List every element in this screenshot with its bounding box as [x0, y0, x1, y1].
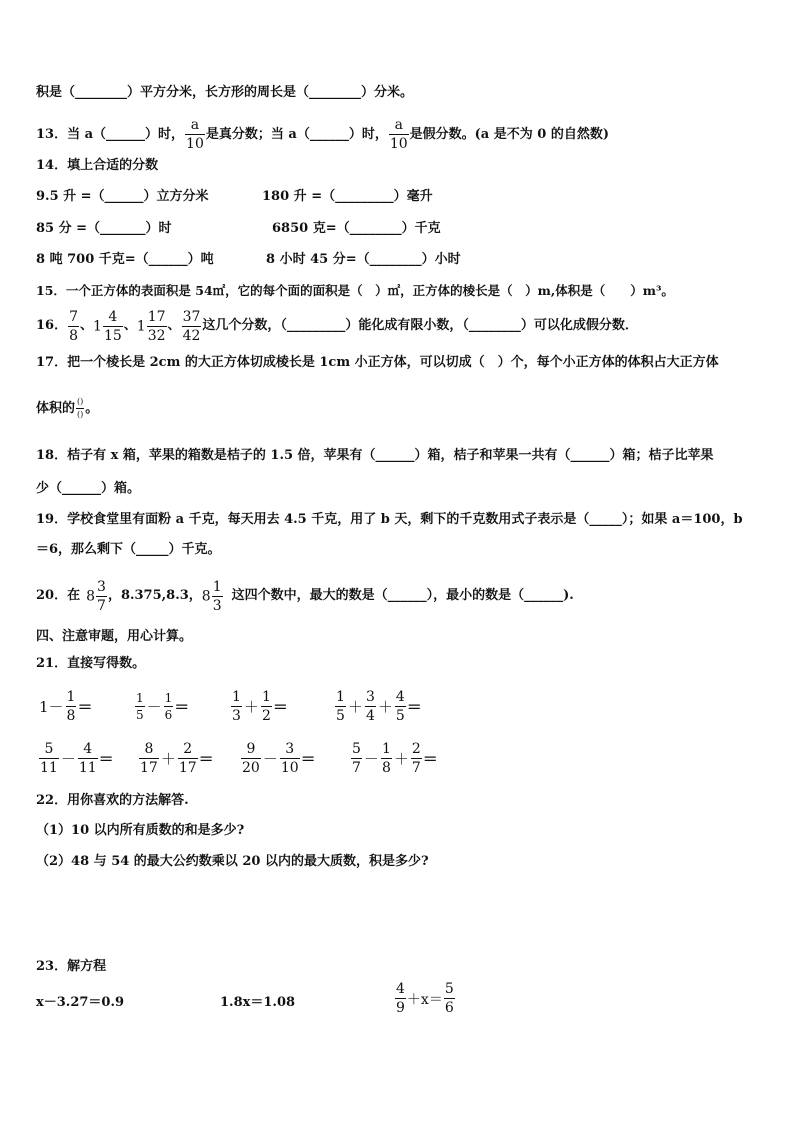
- q14-r1-a: 9.5 升 =（______）立方分米: [36, 189, 209, 204]
- q14-r3-b: 8 小时 45 分=（________）小时: [266, 252, 461, 267]
- q16-frac-3: 1 $\frac{17}{32}$: [136, 308, 166, 344]
- q20-text-c: 这四个数中，最大的数是（______），最小的数是（______).: [231, 588, 574, 603]
- calc-2-3: $\frac{9}{20}$ － $\frac{3}{10}$ ＝: [242, 741, 316, 776]
- q19-line1: 19．学校食堂里有面粉 a 千克，每天用去 4.5 千克，用了 b 天，剩下的千克数用式子表示是（_____）；如果 a＝100，b: [36, 512, 743, 527]
- q22-part-1: （1）10 以内所有质数的和是多少?: [36, 823, 245, 838]
- q19-line2: ＝6，那么剩下（_____）千克。: [36, 542, 221, 557]
- q14-title: 14．填上合适的分数: [36, 158, 159, 173]
- q13-text-c: 是假分数。(a 是不为 0 的自然数): [409, 127, 610, 142]
- q16-text: 这几个分数，（_________）能化成有限小数，（________）可以化成假分数．: [202, 318, 638, 333]
- q15: 15．一个正方体的表面积是 54㎡，它的每个面的面积是（ ）㎡，正方体的棱长是（ ）m,体积是（ ）m³。: [36, 283, 674, 298]
- q17-line1: 17．把一个棱长是 2cm 的大正方体切成棱长是 1cm 小正方体，可以切成（ ）个，每个小正方体的体积占大正方体: [36, 355, 719, 370]
- calc-1-2: $\frac{1}{5}$ － $\frac{1}{6}$ ＝: [136, 691, 190, 722]
- q16-number: 16．: [36, 318, 68, 333]
- fraction-blank: $\frac{()}{()}$: [77, 397, 84, 419]
- q21-title: 21．直接写得数。: [36, 656, 146, 671]
- q16-frac-1: $\frac{7}{8}$: [69, 308, 79, 344]
- equation-1: x－3.27＝0.9: [36, 995, 125, 1010]
- q20-text-b: ，8.375,8.3，: [107, 588, 202, 603]
- calc-1-1: 1－ $\frac{1}{8}$ ＝: [39, 689, 93, 724]
- q17-line2: [36, 398, 98, 419]
- q12-continuation: 积是（________）平方分米，长方形的周长是（________）分米。: [36, 85, 414, 100]
- fraction-a-over-10-2: $\frac{a}{10}$: [389, 117, 408, 152]
- calc-2-2: $\frac{8}{17}$ ＋ $\frac{2}{17}$ ＝: [140, 741, 214, 776]
- calc-2-1: $\frac{5}{11}$ － $\frac{4}{11}$ ＝: [40, 741, 114, 776]
- equation-2: 1.8x＝1.08: [220, 995, 296, 1010]
- q18-line2: 少（______）箱。: [36, 481, 141, 496]
- sep: 、: [80, 318, 94, 333]
- q17-text-b: 体积的: [36, 400, 76, 416]
- q16-frac-4: $\frac{37}{42}$: [182, 308, 201, 344]
- q16: [36, 306, 638, 346]
- equation-3: $\frac{4}{9}$ ＋x＝ $\frac{5}{6}$: [396, 981, 454, 1016]
- sep: 、: [167, 318, 181, 333]
- q13-text-a: 13．当 a（______）时，: [36, 127, 185, 142]
- q13-text-b: 是真分数；当 a（______）时，: [205, 127, 388, 142]
- calc-1-4: $\frac{1}{5}$ ＋ $\frac{3}{4}$ ＋ $\frac{4}{5}$ ＝: [336, 689, 422, 724]
- q22-part-2: （2）48 与 54 的最大公约数乘以 20 以内的最大质数，积是多少?: [36, 854, 429, 869]
- q16-frac-2: 1 $\frac{4}{15}$: [93, 308, 122, 344]
- q14-r2-a: 85 分 =（_______）时: [36, 221, 172, 236]
- q14-r3-a: 8 吨 700 千克=（______）吨: [36, 252, 214, 267]
- q14-r1-b: 180 升 =（_________）毫升: [262, 189, 433, 204]
- q23-title: 23．解方程: [36, 959, 107, 974]
- q20-mixed-2: 8 $\frac{1}{3}$: [201, 578, 222, 614]
- q13: [36, 118, 609, 151]
- q20: [36, 574, 574, 618]
- section-4-title: 四、注意审题，用心计算。: [36, 629, 193, 644]
- q18-line1: 18．桔子有 x 箱，苹果的箱数是桔子的 1.5 倍，苹果有（______）箱，桔子和苹果一共有（______）箱；桔子比苹果: [36, 448, 714, 463]
- q14-r2-b: 6850 克=（________）千克: [272, 221, 441, 236]
- fraction-a-over-10: $\frac{a}{10}$: [186, 117, 204, 152]
- q20-text-a: 20．在: [36, 588, 81, 603]
- q20-mixed-1: 8 $\frac{3}{7}$: [86, 578, 106, 614]
- calc-1-3: $\frac{1}{3}$ ＋ $\frac{1}{2}$ ＝: [232, 689, 288, 724]
- q17-text-c: 。: [85, 400, 99, 416]
- calc-2-4: $\frac{5}{7}$ － $\frac{1}{8}$ ＋ $\frac{2}{7}$ ＝: [352, 741, 438, 776]
- sep: 、: [123, 318, 137, 333]
- q22-title: 22．用你喜欢的方法解答.: [36, 793, 189, 808]
